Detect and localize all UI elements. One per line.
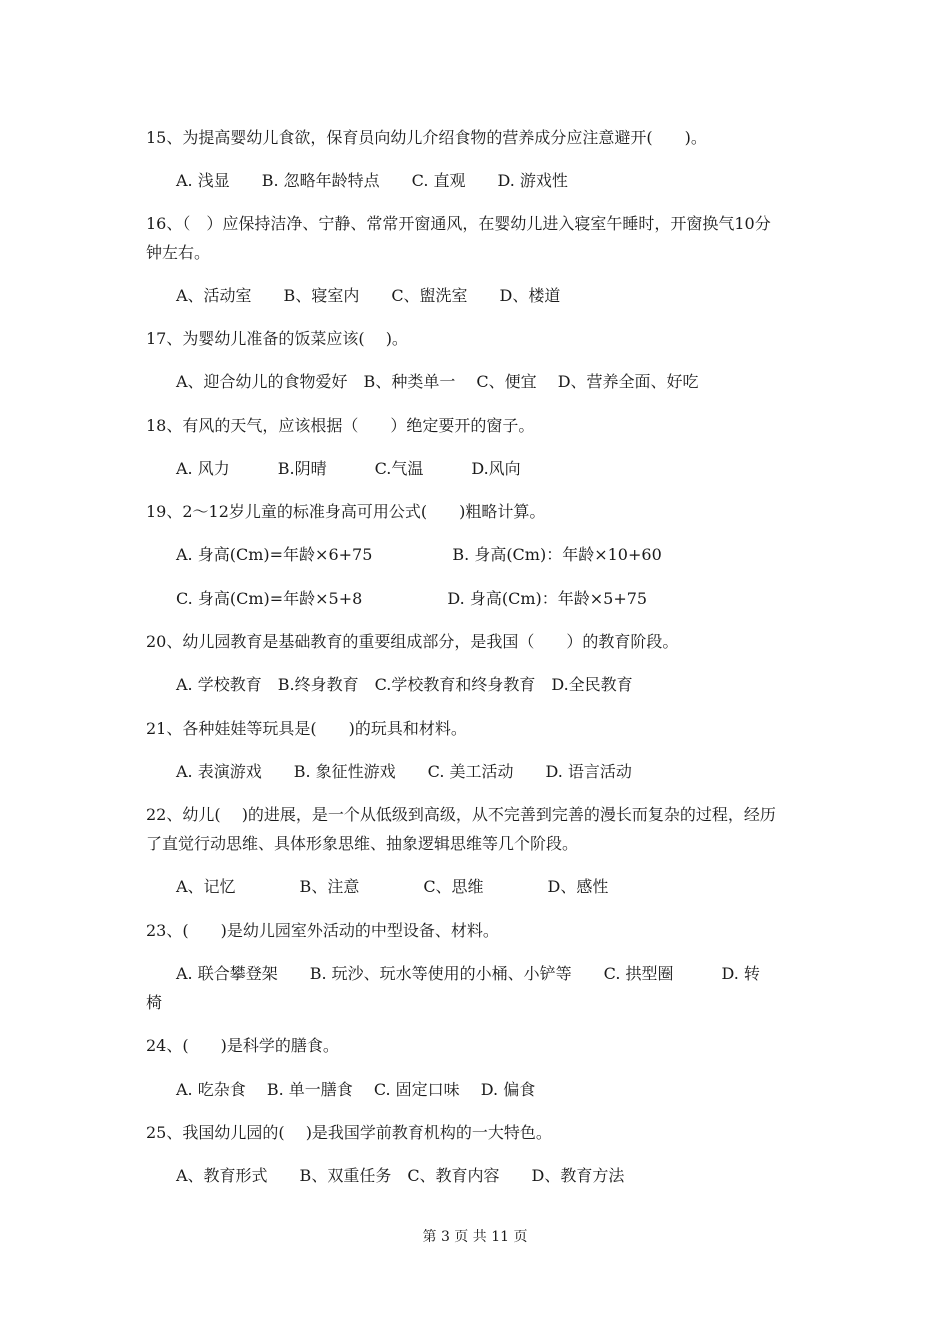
question-24-options: A. 吃杂食 B. 单一膳食 C. 固定口味 D. 偏食 (176, 1080, 536, 1099)
question-17: 17、为婴幼儿准备的饭菜应该( )。 (146, 329, 408, 348)
question-16-options: A、活动室 B、寝室内 C、盥洗室 D、楼道 (176, 286, 561, 305)
question-18: 18、有风的天气，应该根据（ ）绝定要开的窗子。 (146, 416, 535, 435)
question-20-options: A. 学校教育 B.终身教育 C.学校教育和终身教育 D.全民教育 (176, 675, 633, 694)
question-19-options-cd: C. 身高(Cm)=年龄×5+8 D. 身高(Cm)：年龄×5+75 (176, 589, 648, 608)
question-24: 24、( )是科学的膳食。 (146, 1036, 339, 1055)
question-22-options: A、记忆 B、注意 C、思维 D、感性 (176, 877, 609, 896)
question-23-options-continued: 椅 (146, 993, 163, 1012)
question-25: 25、我国幼儿园的( )是我国学前教育机构的一大特色。 (146, 1123, 552, 1142)
question-16: 16、（ ）应保持洁净、宁静、常常开窗通风，在婴幼儿进入寝室午睡时，开窗换气10分 (146, 214, 771, 233)
question-19: 19、2～12岁儿童的标准身高可用公式( )粗略计算。 (146, 502, 546, 521)
question-23: 23、( )是幼儿园室外活动的中型设备、材料。 (146, 921, 499, 940)
question-15-options: A. 浅显 B. 忽略年龄特点 C. 直观 D. 游戏性 (176, 171, 568, 190)
question-25-options: A、教育形式 B、双重任务 C、教育内容 D、教育方法 (176, 1166, 625, 1185)
question-22-continued: 了直觉行动思维、具体形象思维、抽象逻辑思维等几个阶段。 (146, 834, 579, 853)
question-22: 22、幼儿( )的进展，是一个从低级到高级，从不完善到完善的漫长而复杂的过程，经历 (146, 805, 776, 824)
question-15: 15、为提高婴幼儿食欲，保育员向幼儿介绍食物的营养成分应注意避开( )。 (146, 128, 707, 147)
question-17-options: A、迎合幼儿的食物爱好 B、种类单一 C、便宜 D、营养全面、好吃 (176, 372, 699, 391)
question-20: 20、幼儿园教育是基础教育的重要组成部分，是我国（ ）的教育阶段。 (146, 632, 679, 651)
question-18-options: A. 风力 B.阴晴 C.气温 D.风向 (176, 459, 521, 478)
question-21-options: A. 表演游戏 B. 象征性游戏 C. 美工活动 D. 语言活动 (176, 762, 632, 781)
question-23-options: A. 联合攀登架 B. 玩沙、玩水等使用的小桶、小铲等 C. 拱型圈 D. 转 (176, 964, 760, 983)
question-19-options-ab: A. 身高(Cm)=年龄×6+75 B. 身高(Cm)：年龄×10+60 (176, 545, 662, 564)
question-16-continued: 钟左右。 (146, 243, 211, 262)
page-footer: 第 3 页 共 11 页 (422, 1229, 528, 1245)
question-21: 21、各种娃娃等玩具是( )的玩具和材料。 (146, 719, 467, 738)
